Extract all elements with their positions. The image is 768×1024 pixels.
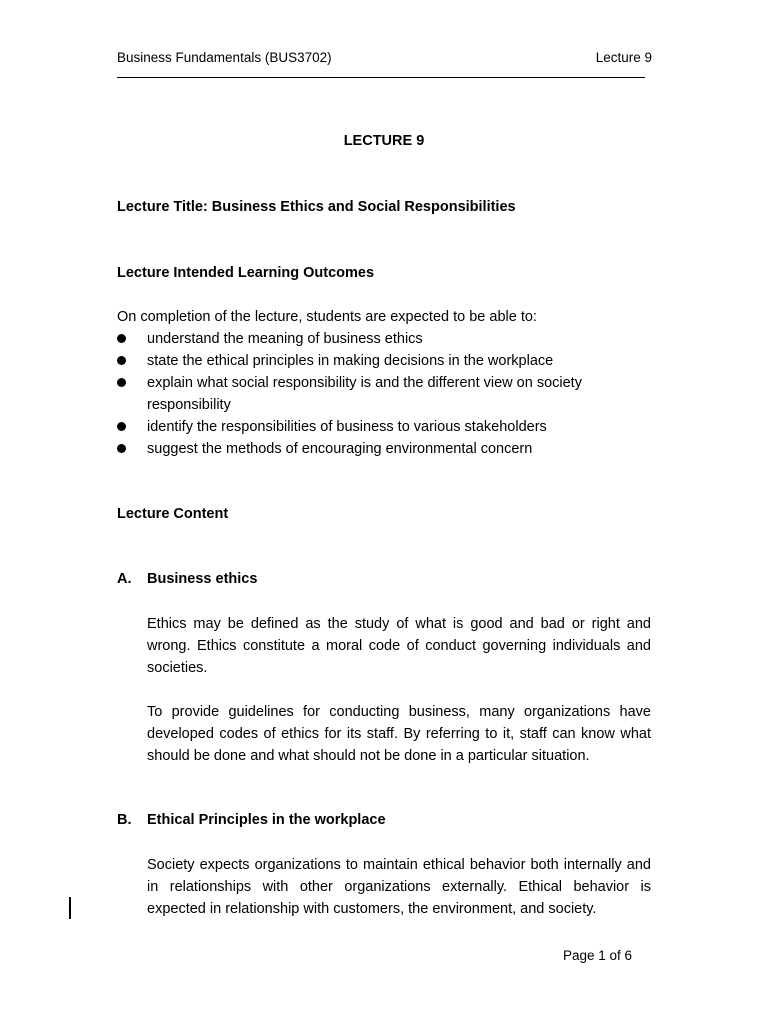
page-number: Page 1 of 6 <box>563 948 633 963</box>
section-b-paragraph-1: Society expects organizations to maintain ethical behavior both internally and in relationships with other organizations externally. Ethical behavior is expected in relationship with customers, the environment, and society. <box>147 857 651 917</box>
list-item-text: suggest the methods of encouraging environmental concern <box>147 441 533 457</box>
list-item <box>117 350 657 372</box>
section-a-letter: A. <box>117 571 132 587</box>
bullet-icon <box>117 444 126 453</box>
bullet-icon <box>117 334 126 343</box>
header-lecture: Lecture 9 <box>595 50 652 65</box>
section-b-title: Ethical Principles in the workplace <box>147 812 386 828</box>
page-title: LECTURE 9 <box>343 133 425 149</box>
outcomes-list <box>117 328 657 460</box>
list-item-text: explain what social responsibility is and the different view on society responsibility <box>147 375 582 413</box>
lecture-title: Lecture Title: Business Ethics and Social Responsibilities <box>117 199 516 215</box>
section-a-title: Business ethics <box>147 571 258 587</box>
list-item <box>117 328 657 350</box>
list-item <box>117 438 657 460</box>
outcomes-intro: On completion of the lecture, students are expected to be able to: <box>117 309 537 325</box>
bullet-icon <box>117 422 126 431</box>
bullet-icon <box>117 356 126 365</box>
section-a-paragraph-1: Ethics may be defined as the study of what is good and bad or right and wrong. Ethics constitute a moral code of conduct governing individuals and societies. <box>147 616 651 676</box>
header-course: Business Fundamentals (BUS3702) <box>117 50 332 65</box>
bullet-icon <box>117 378 126 387</box>
list-item-text: understand the meaning of business ethics <box>147 331 423 347</box>
content-heading: Lecture Content <box>117 506 229 522</box>
outcomes-heading: Lecture Intended Learning Outcomes <box>117 265 375 281</box>
list-item <box>117 372 623 416</box>
header-divider <box>117 77 645 78</box>
list-item-text: identify the responsibilities of business to various stakeholders <box>147 419 547 435</box>
text-cursor <box>69 897 71 919</box>
list-item-text: state the ethical principles in making decisions in the workplace <box>147 353 554 369</box>
section-a-paragraph-2: To provide guidelines for conducting business, many organizations have developed codes of ethics for its staff. By referring to it, staff can know what should be done and what should not be done in a particular situation. <box>147 704 651 764</box>
section-b-letter: B. <box>117 812 132 828</box>
list-item <box>117 416 657 438</box>
